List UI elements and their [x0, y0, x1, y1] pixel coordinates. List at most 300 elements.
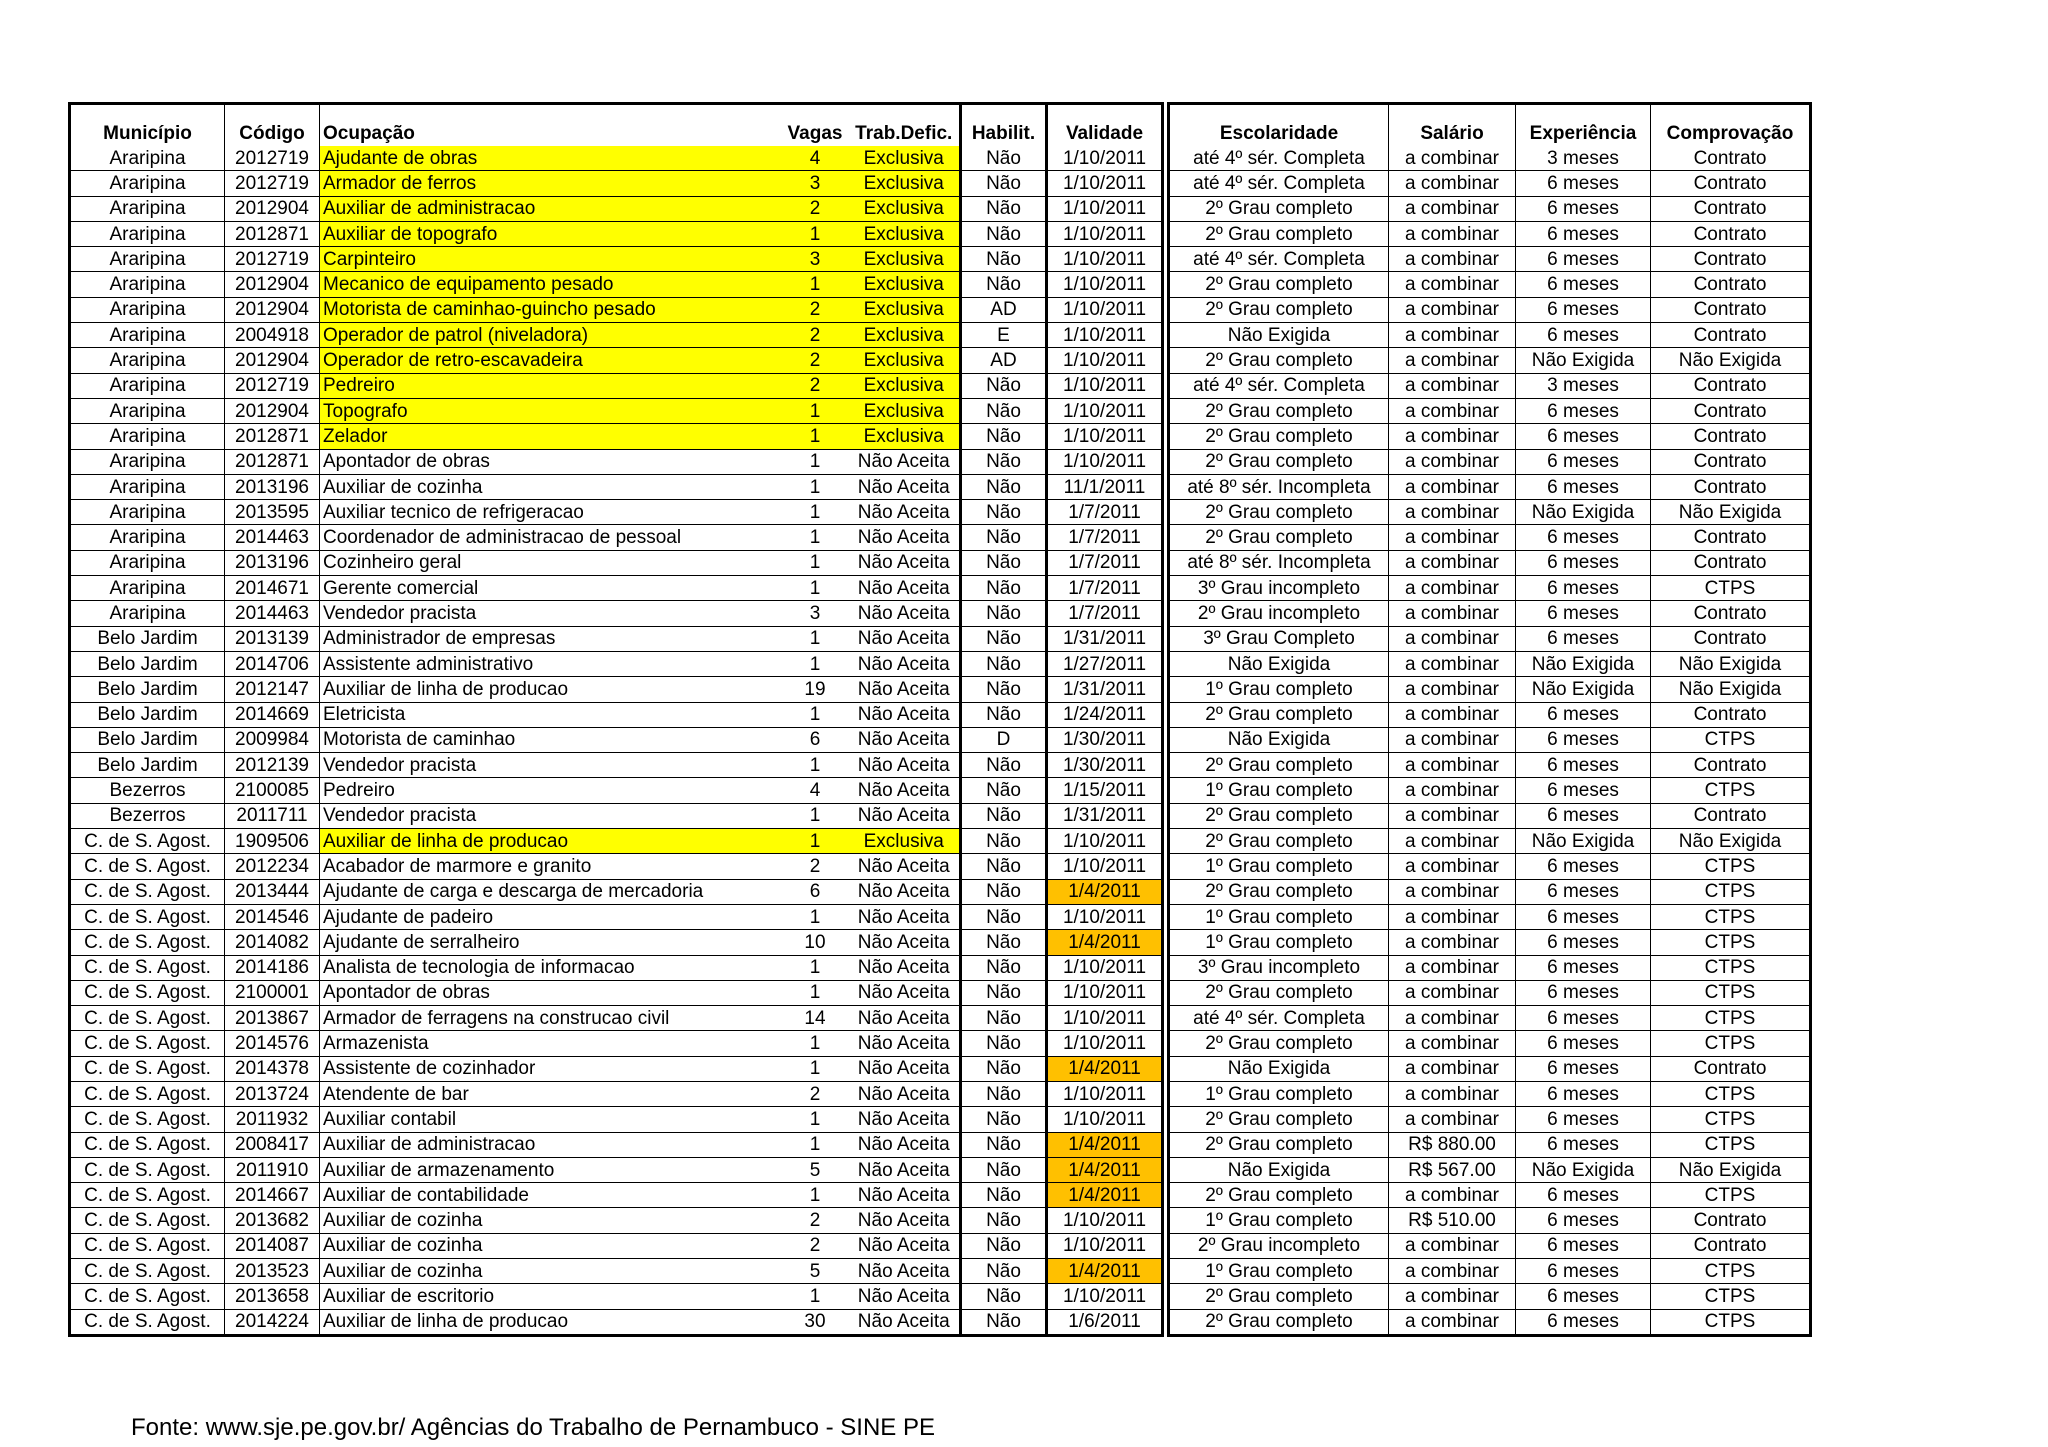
job-listings-table [68, 102, 1812, 1337]
cell-codigo: 2013196 [225, 550, 320, 575]
cell-codigo: 2011711 [225, 803, 320, 828]
cell-escolaridade: 2º Grau completo [1169, 803, 1389, 828]
table-row [70, 930, 1811, 955]
cell-municipio: Araripina [70, 449, 225, 474]
cell-vagas: 10 [782, 930, 849, 955]
cell-escolaridade: 2º Grau completo [1169, 221, 1389, 246]
cell-vagas: 1 [782, 1183, 849, 1208]
cell-trab-defic: Exclusiva [849, 373, 961, 398]
cell-habilit: Não [961, 778, 1047, 803]
cell-experiencia: 6 meses [1516, 904, 1651, 929]
cell-validade: 1/10/2011 [1047, 854, 1163, 879]
cell-escolaridade: 2º Grau completo [1169, 753, 1389, 778]
cell-codigo: 1909506 [225, 829, 320, 854]
cell-habilit: Não [961, 1208, 1047, 1233]
header-ocupacao: Ocupação [320, 104, 782, 147]
cell-comprovacao: Contrato [1651, 1233, 1811, 1258]
cell-salario: a combinar [1389, 753, 1516, 778]
cell-experiencia: 6 meses [1516, 196, 1651, 221]
cell-validade: 1/27/2011 [1047, 651, 1163, 676]
cell-experiencia: 6 meses [1516, 576, 1651, 601]
cell-salario: a combinar [1389, 854, 1516, 879]
cell-validade: 1/10/2011 [1047, 1284, 1163, 1309]
cell-trab-defic: Não Aceita [849, 1259, 961, 1284]
cell-trab-defic: Não Aceita [849, 980, 961, 1005]
cell-municipio: C. de S. Agost. [70, 930, 225, 955]
cell-codigo: 2012719 [225, 171, 320, 196]
table-row [70, 1284, 1811, 1309]
cell-vagas: 1 [782, 576, 849, 601]
cell-municipio: C. de S. Agost. [70, 955, 225, 980]
table-row [70, 1081, 1811, 1106]
cell-experiencia: 6 meses [1516, 297, 1651, 322]
cell-experiencia: 6 meses [1516, 525, 1651, 550]
cell-comprovacao: Contrato [1651, 221, 1811, 246]
cell-validade: 1/10/2011 [1047, 398, 1163, 423]
cell-codigo: 2011932 [225, 1107, 320, 1132]
cell-habilit: E [961, 323, 1047, 348]
cell-codigo: 2012234 [225, 854, 320, 879]
cell-trab-defic: Exclusiva [849, 247, 961, 272]
cell-vagas: 1 [782, 702, 849, 727]
cell-ocupacao: Auxiliar de administracao [320, 1132, 782, 1157]
cell-escolaridade: 1º Grau completo [1169, 1081, 1389, 1106]
cell-ocupacao: Auxiliar de cozinha [320, 1208, 782, 1233]
cell-municipio: C. de S. Agost. [70, 879, 225, 904]
cell-codigo: 2014463 [225, 601, 320, 626]
cell-experiencia: 6 meses [1516, 323, 1651, 348]
cell-comprovacao: Contrato [1651, 626, 1811, 651]
cell-comprovacao: Contrato [1651, 1056, 1811, 1081]
cell-ocupacao: Armador de ferros [320, 171, 782, 196]
cell-ocupacao: Ajudante de carga e descarga de mercadoria [320, 879, 782, 904]
cell-trab-defic: Não Aceita [849, 1107, 961, 1132]
cell-salario: a combinar [1389, 449, 1516, 474]
cell-experiencia: Não Exigida [1516, 500, 1651, 525]
cell-vagas: 3 [782, 601, 849, 626]
cell-habilit: Não [961, 1081, 1047, 1106]
cell-codigo: 2012871 [225, 449, 320, 474]
cell-experiencia: 6 meses [1516, 778, 1651, 803]
cell-habilit: Não [961, 904, 1047, 929]
cell-trab-defic: Não Aceita [849, 702, 961, 727]
cell-experiencia: 6 meses [1516, 424, 1651, 449]
cell-validade: 1/10/2011 [1047, 980, 1163, 1005]
cell-vagas: 1 [782, 474, 849, 499]
cell-escolaridade: 2º Grau completo [1169, 1107, 1389, 1132]
table-row [70, 550, 1811, 575]
cell-salario: a combinar [1389, 1031, 1516, 1056]
cell-codigo: 2013682 [225, 1208, 320, 1233]
table-row [70, 297, 1811, 322]
cell-vagas: 1 [782, 980, 849, 1005]
cell-habilit: Não [961, 171, 1047, 196]
cell-municipio: Belo Jardim [70, 677, 225, 702]
cell-experiencia: 6 meses [1516, 879, 1651, 904]
cell-vagas: 1 [782, 221, 849, 246]
cell-codigo: 2012871 [225, 221, 320, 246]
table-row [70, 651, 1811, 676]
cell-validade: 1/30/2011 [1047, 727, 1163, 752]
table-row [70, 171, 1811, 196]
cell-experiencia: 6 meses [1516, 398, 1651, 423]
cell-experiencia: 6 meses [1516, 1107, 1651, 1132]
cell-codigo: 2004918 [225, 323, 320, 348]
cell-comprovacao: CTPS [1651, 1309, 1811, 1335]
table-row [70, 221, 1811, 246]
cell-vagas: 1 [782, 904, 849, 929]
cell-comprovacao: CTPS [1651, 854, 1811, 879]
table-body [70, 146, 1811, 1335]
cell-vagas: 5 [782, 1259, 849, 1284]
cell-escolaridade: 2º Grau completo [1169, 829, 1389, 854]
cell-salario: a combinar [1389, 297, 1516, 322]
cell-trab-defic: Não Aceita [849, 1309, 961, 1335]
cell-salario: a combinar [1389, 803, 1516, 828]
cell-ocupacao: Auxiliar de escritorio [320, 1284, 782, 1309]
cell-codigo: 2012904 [225, 348, 320, 373]
cell-vagas: 3 [782, 247, 849, 272]
cell-trab-defic: Não Aceita [849, 1233, 961, 1258]
cell-municipio: C. de S. Agost. [70, 854, 225, 879]
cell-escolaridade: 1º Grau completo [1169, 677, 1389, 702]
cell-codigo: 2012904 [225, 398, 320, 423]
cell-experiencia: 6 meses [1516, 980, 1651, 1005]
cell-escolaridade: Não Exigida [1169, 1056, 1389, 1081]
cell-trab-defic: Não Aceita [849, 1006, 961, 1031]
cell-municipio: C. de S. Agost. [70, 1183, 225, 1208]
cell-vagas: 19 [782, 677, 849, 702]
cell-codigo: 2009984 [225, 727, 320, 752]
cell-codigo: 2014224 [225, 1309, 320, 1335]
cell-vagas: 2 [782, 1081, 849, 1106]
cell-vagas: 1 [782, 1031, 849, 1056]
cell-trab-defic: Não Aceita [849, 1157, 961, 1182]
cell-trab-defic: Não Aceita [849, 854, 961, 879]
header-vagas: Vagas [782, 104, 849, 147]
cell-escolaridade: 2º Grau incompleto [1169, 601, 1389, 626]
cell-comprovacao: Contrato [1651, 474, 1811, 499]
table-row [70, 727, 1811, 752]
cell-experiencia: Não Exigida [1516, 829, 1651, 854]
cell-municipio: C. de S. Agost. [70, 980, 225, 1005]
cell-escolaridade: Não Exigida [1169, 727, 1389, 752]
cell-municipio: Araripina [70, 550, 225, 575]
cell-salario: a combinar [1389, 398, 1516, 423]
cell-salario: a combinar [1389, 980, 1516, 1005]
cell-salario: a combinar [1389, 1056, 1516, 1081]
table-row [70, 272, 1811, 297]
cell-habilit: Não [961, 702, 1047, 727]
cell-habilit: Não [961, 550, 1047, 575]
cell-vagas: 2 [782, 373, 849, 398]
cell-experiencia: 6 meses [1516, 626, 1651, 651]
cell-habilit: Não [961, 1006, 1047, 1031]
cell-experiencia: Não Exigida [1516, 651, 1651, 676]
table-row [70, 778, 1811, 803]
cell-escolaridade: 1º Grau completo [1169, 778, 1389, 803]
cell-validade: 1/10/2011 [1047, 1031, 1163, 1056]
cell-vagas: 14 [782, 1006, 849, 1031]
cell-salario: a combinar [1389, 576, 1516, 601]
table-row [70, 1183, 1811, 1208]
cell-ocupacao: Mecanico de equipamento pesado [320, 272, 782, 297]
cell-escolaridade: 2º Grau completo [1169, 272, 1389, 297]
cell-trab-defic: Exclusiva [849, 272, 961, 297]
cell-ocupacao: Assistente administrativo [320, 651, 782, 676]
cell-vagas: 4 [782, 146, 849, 171]
cell-trab-defic: Não Aceita [849, 576, 961, 601]
cell-vagas: 2 [782, 1233, 849, 1258]
cell-validade: 1/4/2011 [1047, 1056, 1163, 1081]
cell-trab-defic: Não Aceita [849, 930, 961, 955]
cell-ocupacao: Topografo [320, 398, 782, 423]
table-row [70, 879, 1811, 904]
cell-ocupacao: Pedreiro [320, 373, 782, 398]
cell-validade: 1/10/2011 [1047, 247, 1163, 272]
table-row [70, 1157, 1811, 1182]
cell-municipio: Araripina [70, 373, 225, 398]
cell-salario: a combinar [1389, 146, 1516, 171]
cell-comprovacao: CTPS [1651, 576, 1811, 601]
cell-validade: 1/15/2011 [1047, 778, 1163, 803]
cell-ocupacao: Auxiliar contabil [320, 1107, 782, 1132]
cell-validade: 11/1/2011 [1047, 474, 1163, 499]
cell-habilit: Não [961, 1284, 1047, 1309]
cell-municipio: Araripina [70, 297, 225, 322]
cell-habilit: Não [961, 500, 1047, 525]
cell-escolaridade: 2º Grau completo [1169, 424, 1389, 449]
cell-codigo: 2013196 [225, 474, 320, 499]
cell-salario: a combinar [1389, 879, 1516, 904]
cell-salario: a combinar [1389, 702, 1516, 727]
cell-experiencia: 6 meses [1516, 1132, 1651, 1157]
cell-experiencia: 6 meses [1516, 930, 1651, 955]
cell-trab-defic: Não Aceita [849, 879, 961, 904]
cell-experiencia: Não Exigida [1516, 1157, 1651, 1182]
cell-trab-defic: Não Aceita [849, 525, 961, 550]
cell-trab-defic: Não Aceita [849, 1284, 961, 1309]
cell-comprovacao: Contrato [1651, 247, 1811, 272]
table-row [70, 348, 1811, 373]
cell-comprovacao: Contrato [1651, 146, 1811, 171]
cell-comprovacao: CTPS [1651, 1284, 1811, 1309]
cell-experiencia: 3 meses [1516, 373, 1651, 398]
cell-comprovacao: Contrato [1651, 373, 1811, 398]
cell-codigo: 2008417 [225, 1132, 320, 1157]
cell-codigo: 2013139 [225, 626, 320, 651]
cell-comprovacao: CTPS [1651, 904, 1811, 929]
cell-habilit: Não [961, 1259, 1047, 1284]
cell-codigo: 2012904 [225, 272, 320, 297]
cell-ocupacao: Cozinheiro geral [320, 550, 782, 575]
cell-experiencia: 3 meses [1516, 146, 1651, 171]
cell-comprovacao: Contrato [1651, 550, 1811, 575]
cell-municipio: Araripina [70, 272, 225, 297]
cell-experiencia: 6 meses [1516, 1284, 1651, 1309]
header-experiencia: Experiência [1516, 104, 1651, 147]
cell-salario: a combinar [1389, 778, 1516, 803]
cell-municipio: Araripina [70, 146, 225, 171]
cell-experiencia: 6 meses [1516, 247, 1651, 272]
cell-ocupacao: Auxiliar de armazenamento [320, 1157, 782, 1182]
cell-municipio: C. de S. Agost. [70, 904, 225, 929]
source-footer: Fonte: www.sje.pe.gov.br/ Agências do Trabalho de Pernambuco - SINE PE [131, 1414, 935, 1441]
table-row [70, 1208, 1811, 1233]
cell-municipio: C. de S. Agost. [70, 1208, 225, 1233]
cell-ocupacao: Motorista de caminhao-guincho pesado [320, 297, 782, 322]
cell-habilit: AD [961, 348, 1047, 373]
cell-trab-defic: Exclusiva [849, 146, 961, 171]
cell-validade: 1/10/2011 [1047, 424, 1163, 449]
cell-experiencia: 6 meses [1516, 171, 1651, 196]
cell-escolaridade: 2º Grau completo [1169, 879, 1389, 904]
cell-salario: a combinar [1389, 1233, 1516, 1258]
cell-ocupacao: Vendedor pracista [320, 753, 782, 778]
cell-validade: 1/10/2011 [1047, 196, 1163, 221]
header-codigo: Código [225, 104, 320, 147]
cell-salario: a combinar [1389, 626, 1516, 651]
header-validade: Validade [1047, 104, 1163, 147]
cell-validade: 1/10/2011 [1047, 1233, 1163, 1258]
cell-salario: a combinar [1389, 1284, 1516, 1309]
cell-salario: R$ 567.00 [1389, 1157, 1516, 1182]
header-row [70, 104, 1811, 147]
cell-municipio: C. de S. Agost. [70, 1259, 225, 1284]
cell-ocupacao: Vendedor pracista [320, 803, 782, 828]
table-row [70, 1309, 1811, 1335]
cell-ocupacao: Eletricista [320, 702, 782, 727]
cell-trab-defic: Não Aceita [849, 1208, 961, 1233]
cell-experiencia: 6 meses [1516, 221, 1651, 246]
cell-salario: a combinar [1389, 930, 1516, 955]
cell-trab-defic: Exclusiva [849, 221, 961, 246]
cell-salario: a combinar [1389, 1309, 1516, 1335]
cell-habilit: Não [961, 576, 1047, 601]
table-row [70, 1056, 1811, 1081]
cell-habilit: Não [961, 955, 1047, 980]
cell-experiencia: 6 meses [1516, 1233, 1651, 1258]
cell-habilit: Não [961, 753, 1047, 778]
cell-validade: 1/31/2011 [1047, 626, 1163, 651]
cell-ocupacao: Armazenista [320, 1031, 782, 1056]
cell-vagas: 1 [782, 398, 849, 423]
cell-escolaridade: até 8º sér. Incompleta [1169, 474, 1389, 499]
cell-trab-defic: Não Aceita [849, 449, 961, 474]
cell-validade: 1/10/2011 [1047, 829, 1163, 854]
cell-municipio: C. de S. Agost. [70, 829, 225, 854]
cell-validade: 1/7/2011 [1047, 576, 1163, 601]
cell-ocupacao: Auxiliar de linha de producao [320, 829, 782, 854]
cell-habilit: Não [961, 829, 1047, 854]
cell-salario: a combinar [1389, 221, 1516, 246]
cell-validade: 1/4/2011 [1047, 1157, 1163, 1182]
table-row [70, 323, 1811, 348]
cell-ocupacao: Coordenador de administracao de pessoal [320, 525, 782, 550]
cell-municipio: Araripina [70, 424, 225, 449]
cell-salario: a combinar [1389, 1006, 1516, 1031]
cell-vagas: 1 [782, 651, 849, 676]
cell-ocupacao: Zelador [320, 424, 782, 449]
cell-experiencia: Não Exigida [1516, 348, 1651, 373]
cell-habilit: Não [961, 626, 1047, 651]
cell-ocupacao: Apontador de obras [320, 980, 782, 1005]
cell-escolaridade: 2º Grau completo [1169, 980, 1389, 1005]
cell-escolaridade: até 4º sér. Completa [1169, 247, 1389, 272]
cell-comprovacao: CTPS [1651, 980, 1811, 1005]
header-escolaridade: Escolaridade [1169, 104, 1389, 147]
cell-trab-defic: Não Aceita [849, 474, 961, 499]
cell-validade: 1/10/2011 [1047, 1208, 1163, 1233]
cell-escolaridade: Não Exigida [1169, 323, 1389, 348]
cell-trab-defic: Não Aceita [849, 803, 961, 828]
cell-trab-defic: Não Aceita [849, 1183, 961, 1208]
cell-municipio: Belo Jardim [70, 702, 225, 727]
cell-vagas: 1 [782, 753, 849, 778]
cell-habilit: Não [961, 525, 1047, 550]
cell-salario: a combinar [1389, 651, 1516, 676]
cell-codigo: 2012871 [225, 424, 320, 449]
cell-comprovacao: CTPS [1651, 1132, 1811, 1157]
cell-comprovacao: Contrato [1651, 449, 1811, 474]
cell-trab-defic: Não Aceita [849, 955, 961, 980]
table-row [70, 474, 1811, 499]
cell-trab-defic: Não Aceita [849, 753, 961, 778]
cell-ocupacao: Auxiliar de cozinha [320, 1259, 782, 1284]
cell-habilit: Não [961, 1056, 1047, 1081]
cell-validade: 1/6/2011 [1047, 1309, 1163, 1335]
cell-vagas: 4 [782, 778, 849, 803]
cell-salario: a combinar [1389, 247, 1516, 272]
cell-experiencia: 6 meses [1516, 1309, 1651, 1335]
cell-salario: a combinar [1389, 348, 1516, 373]
cell-codigo: 2013658 [225, 1284, 320, 1309]
cell-trab-defic: Não Aceita [849, 1081, 961, 1106]
cell-habilit: Não [961, 196, 1047, 221]
cell-municipio: C. de S. Agost. [70, 1107, 225, 1132]
cell-habilit: Não [961, 980, 1047, 1005]
cell-municipio: Araripina [70, 398, 225, 423]
cell-validade: 1/10/2011 [1047, 1081, 1163, 1106]
table-row [70, 1233, 1811, 1258]
cell-municipio: Belo Jardim [70, 753, 225, 778]
cell-salario: a combinar [1389, 677, 1516, 702]
table-row [70, 753, 1811, 778]
cell-experiencia: 6 meses [1516, 727, 1651, 752]
cell-municipio: Araripina [70, 323, 225, 348]
cell-comprovacao: CTPS [1651, 1183, 1811, 1208]
cell-vagas: 2 [782, 348, 849, 373]
cell-salario: a combinar [1389, 474, 1516, 499]
cell-experiencia: 6 meses [1516, 1006, 1651, 1031]
cell-vagas: 1 [782, 1284, 849, 1309]
cell-validade: 1/4/2011 [1047, 1132, 1163, 1157]
cell-habilit: Não [961, 247, 1047, 272]
cell-codigo: 2013595 [225, 500, 320, 525]
table-row [70, 980, 1811, 1005]
cell-experiencia: 6 meses [1516, 955, 1651, 980]
table-row [70, 677, 1811, 702]
cell-salario: a combinar [1389, 727, 1516, 752]
table-row [70, 601, 1811, 626]
cell-comprovacao: Contrato [1651, 601, 1811, 626]
cell-escolaridade: 2º Grau completo [1169, 1132, 1389, 1157]
cell-codigo: 2014378 [225, 1056, 320, 1081]
cell-experiencia: 6 meses [1516, 1208, 1651, 1233]
cell-validade: 1/10/2011 [1047, 955, 1163, 980]
cell-municipio: Araripina [70, 171, 225, 196]
cell-ocupacao: Auxiliar de linha de producao [320, 1309, 782, 1335]
